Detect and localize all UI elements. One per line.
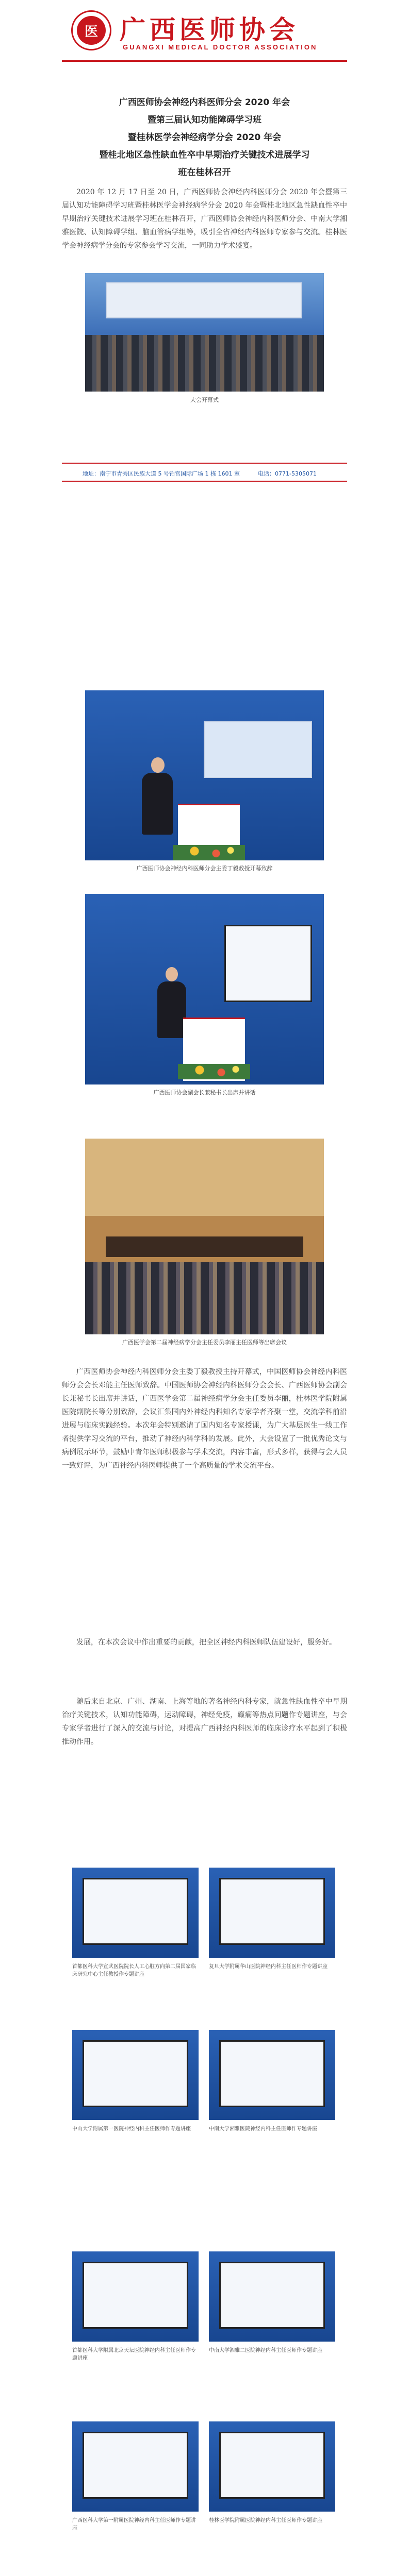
lecture-caption-7: 广西医科大学第一附属医院神经内科主任医师作专题讲座 — [72, 2518, 196, 2531]
title-line-4: 暨桂北地区急性缺血性卒中早期治疗关键技术进展学习 — [99, 150, 310, 160]
guests-crowd — [85, 1262, 324, 1334]
lecture-caption-1: 首都医科大学宣武医院院长人工心脏方向第二届国家临床研究中心主任教授作专题讲座 — [72, 1964, 196, 1977]
contact-band — [62, 467, 347, 479]
stage-banner — [204, 721, 312, 778]
intro-paragraph: 2020 年 12 月 17 日至 20 日，广西医师协会神经内科医师分会 2020 年会暨第三届认知功能障碍学习班暨桂林医学会神经病学分会 2020 年会暨桂北地区急性缺血性卒中早期治疗关键技术进展学习班在桂林召开，广西医师协会神经内科医师分会、中南大学湘雅医院、认知障碍学组、脑血管病学组等，吸引全省神经内科医师专家参与交流。桂林医学会神经病学分会的专家参会学习交流，一同助力学术盛宴。 — [62, 188, 347, 250]
caption-guests: 广西医学会第二届神经病学分会主任委员李丽主任医师等出席会议 — [122, 1339, 287, 1346]
contact-phone: 电话：0771-5305071 — [258, 470, 317, 477]
lecture-photo-4 — [209, 2030, 335, 2120]
title-line-5: 班在桂林召开 — [178, 167, 231, 178]
lecture-caption-6: 中南大学湘雅二医院神经内科主任医师作专题讲座 — [209, 2348, 322, 2353]
title-line-3: 暨桂林医学会神经病学分会 2020 年会 — [127, 132, 282, 143]
lecture-caption-2: 复旦大学附属华山医院神经内科主任医师作专题讲座 — [209, 1964, 328, 1970]
body-paragraph-3: 发展，在本次会议中作出重要的贡献，把全区神经内科医师队伍建设好，服务好。 — [76, 1638, 336, 1647]
org-name-en: GUANGXI MEDICAL DOCTOR ASSOCIATION — [123, 43, 318, 51]
podium-flowers-2 — [178, 1064, 250, 1079]
article-title — [46, 94, 363, 181]
lecture-photo-3 — [72, 2030, 199, 2120]
header-divider — [62, 60, 347, 62]
opening-ceremony-photo — [85, 273, 324, 392]
logo-seal-char: 医 — [77, 16, 106, 45]
lecture-caption-5: 首都医科大学附属北京天坛医院神经内科主任医师作专题讲座 — [72, 2348, 196, 2361]
speaker-podium-photo — [85, 690, 324, 860]
caption-opening: 大会开幕式 — [190, 397, 219, 403]
lecture-caption-4: 中南大学湘雅医院神经内科主任医师作专题讲座 — [209, 2126, 317, 2132]
contact-divider-bottom — [62, 481, 347, 482]
lecture-caption-3: 中山大学附属第一医院神经内科主任医师作专题讲座 — [72, 2126, 191, 2132]
speaker-figure-2 — [157, 981, 186, 1038]
audience-crowd — [85, 335, 324, 392]
wall-background — [85, 1139, 324, 1216]
lecture-photo-7 — [72, 2421, 199, 2512]
lecture-photo-2 — [209, 1868, 335, 1958]
vice-president-speech-photo — [85, 894, 324, 1084]
guests-panel-photo — [85, 1139, 324, 1334]
association-logo-icon — [71, 10, 111, 50]
slide-screen — [224, 925, 312, 1002]
caption-speaker: 广西医师协会神经内科医师分会主委丁毅教授开幕致辞 — [136, 865, 273, 872]
lecture-photo-6 — [209, 2251, 335, 2342]
podium-flowers — [173, 845, 245, 860]
guest-table — [106, 1236, 303, 1257]
lecture-caption-8: 桂林医学院附属医院神经内科主任医师作专题讲座 — [209, 2518, 322, 2523]
body-paragraph-2: 广西医师协会神经内科医师分会主委丁毅教授主持开幕式，中国医师协会神经内科医师分会会长邓能主任医师致辞。中国医师协会神经内科医师分会会长、广西医师协会副会长兼秘书长出席并讲话，广西医学会第二届神经病学分会主任委员李丽，桂林医学院附属医院副院长等分别致辞，会议汇集国内外神经内科知名专家学者齐聚一堂，交流学科前沿进展与临床实践经验。本次年会特别邀请了国内知名专家授课，为广大基层医生一线工作者提供学习交流的平台，推动了神经内科学科的发展。此外，大会设置了一批优秀论文与病例展示环节，鼓励中青年医师积极参与学术交流，内容丰富，形式多样，获得与会人员一致好评，为广西神经内科医师提供了一个高质量的学术交流平台。 — [62, 1368, 347, 1470]
stage-screen — [106, 282, 302, 318]
contact-address: 地址：南宁市青秀区民族大道 5 号铂宫国际广场 1 栋 1601 室 — [83, 470, 240, 477]
masthead — [0, 0, 409, 57]
caption-vice-president: 广西医师协会副会长兼秘书长出席并讲话 — [153, 1089, 256, 1096]
org-name: 广西医师协会 — [120, 14, 299, 45]
lecture-photo-5 — [72, 2251, 199, 2342]
lecture-photo-8 — [209, 2421, 335, 2512]
title-line-1: 广西医师协会神经内科医师分会 2020 年会 — [119, 97, 290, 108]
lecture-photo-1 — [72, 1868, 199, 1958]
title-line-2: 暨第三届认知功能障碍学习班 — [148, 115, 261, 125]
speaker-figure — [142, 773, 173, 835]
contact-divider — [62, 463, 347, 464]
body-paragraph-4: 随后来自北京、广州、湖南、上海等地的著名神经内科专家，就急性缺血性卒中早期治疗关键技术，认知功能障碍，运动障碍，神经免疫，癫痫等热点问题作专题讲座，与会专家学者进行了深入的交流与讨论，对提高广西神经内科医师的临床诊疗水平起到了积极推动作用。 — [62, 1698, 347, 1746]
